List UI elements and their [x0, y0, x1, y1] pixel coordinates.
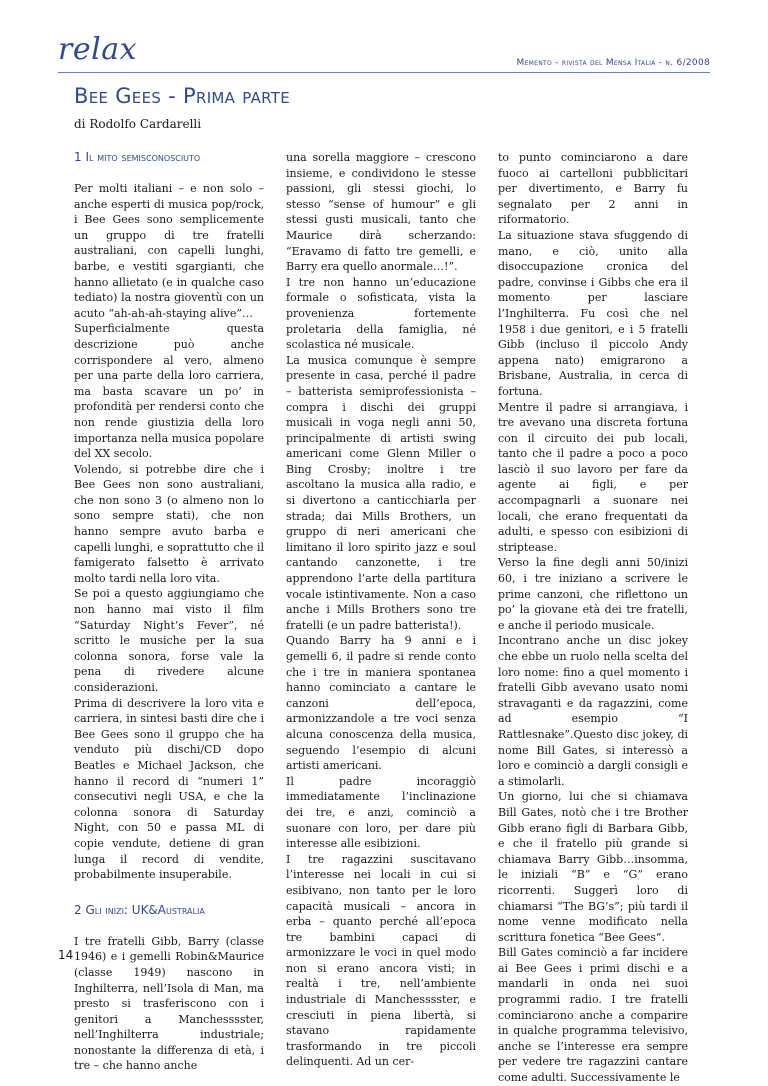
article-author: di Rodolfo Cardarelli [74, 117, 202, 131]
paragraph: I tre non hanno un’educazione formale o sofisticata, vista la provenienza fortemente proletaria della famiglia, né scolastica né musicale. [286, 275, 476, 352]
header-rule [58, 72, 710, 73]
paragraph: una sorella maggiore – crescono insieme, e condividono le stesse passioni, gli stessi giochi, lo stesso “sense of humour” e gli stessi gusti musicali, tanto che Maurice dirà scherzando: “Eravamo di fatto tre gemelli, e Barry era quello anormale…!”. [286, 151, 476, 274]
section-heading: 2 Gli inizi: UK&Australia [74, 902, 205, 917]
paragraph: Incontrano anche un disc jokey che ebbe un ruolo nella scelta del loro nome: fino a quel momento i fratelli Gibb avevano usato nomi stravaganti e da ragazzini, come ad esempio “I Rattlesnake”.Questo disc jokey, di nome Bill Gates, si interessò a loro e cominciò a dargli consigli e a stimolarli. [498, 634, 688, 788]
paragraph: Prima di descrivere la loro vita e carriera, in sintesi basti dire che i Bee Gees sono il gruppo che ha venduto più dischi/CD dopo Beatles e Michael Jackson, che hanno il record di “numeri 1” consecutivi negli USA, e che la colonna sonora di Saturday Night, con 50 e passa ML di copie vendute, detiene di gran lunga il record di vendite, probabilmente insuperabile. [74, 696, 264, 882]
column-2 [286, 150, 476, 1070]
paragraph: I tre fratelli Gibb, Barry (classe 1946) e i gemelli Robin&Maurice (classe 1949) nascono in Inghilterra, nell’Isola di Man, ma presto si trasferiscono con i genitori a Manchesssster, nell’Inghilterra industriale; nonostante la differenza di età, i tre – che hanno anche [74, 934, 264, 1073]
section-heading: 1 Il mito semisconosciuto [74, 150, 201, 164]
paragraph: Mentre il padre si arrangiava, i tre avevano una discreta fortuna con il circuito dei pub locali, tanto che il padre a poco a poco lasciò il suo lavoro per fare da agente ai figli, e per accompagnarli a suonare nei locali, che erano frequentati da adulti, e spesso con esibizioni di striptease. [498, 400, 688, 554]
paragraph: to punto cominciarono a dare fuoco ai cartelloni pubblicitari per divertimento, e Barry fu segnalato per 2 anni in riformatorio. [498, 151, 688, 227]
paragraph: Verso la fine degli anni 50/inizi 60, i tre iniziano a scrivere le prime canzoni, che riflettono un po’ la giovane età dei tre fratelli, e anche il periodo musicale. [498, 556, 688, 632]
masthead: Memento - rivista del Mensa Italia - n. 6/2008 [516, 58, 710, 68]
page-number: 14 [58, 948, 74, 962]
column-3 [498, 150, 688, 1086]
paragraph: Quando Barry ha 9 anni e i gemelli 6, il padre si rende conto che i tre in maniera spontanea hanno cominciato a cantare le canzoni dell’epoca, armonizzandole a tre voci senza alcuna conoscenza della musica, seguendo l’esempio di alcuni artisti americani. [286, 634, 476, 773]
column-1 [74, 150, 264, 1074]
paragraph: Superficialmente questa descrizione può anche corrispondere al vero, almeno per una parte della loro carriera, ma basta scavare un po’ in profondità per rendersi conto che non rende giustizia della loro importanza nella musica popolare del XX secolo. [74, 322, 264, 461]
paragraph: Se poi a questo aggiungiamo che non hanno mai visto il film “Saturday Night’s Fever”, né scritto le musiche per la sua colonna sonora, forse vale la pena di rivedere alcune considerazioni. [74, 587, 264, 694]
paragraph: Il padre incoraggiò immediatamente l’inclinazione dei tre, e anzi, cominciò a suonare con loro, per dare più interesse alle esibizioni. [286, 774, 476, 851]
paragraph: Un giorno, lui che si chiamava Bill Gates, notò che i tre Brother Gibb erano figli di Barbara Gibb, e che il fratello più grande si chiamava Barry Gibb…insomma, le iniziali “B” e “G” erano ricorrenti. Suggerì loro di chiamarsi “The BG’s”; più tardi il nome venne modificato nella scrittura fonetica “Bee Gees”. [498, 790, 688, 944]
paragraph: I tre ragazzini suscitavano l’interesse nei locali in cui si esibivano, non tanto per le loro capacità musicali – ancora in erba – quanto perché all’epoca tre bambini capaci di armonizzare le voci in quel modo non si erano ancora visti; in realtà i tre, nell’ambiente industriale di Manchesssster, e cresciuti in piena libertà, si stavano rapidamente trasformando in tre piccoli delinquenti. Ad un cer- [286, 852, 476, 1069]
paragraph: Per molti italiani – e non solo – anche esperti di musica pop/rock, i Bee Gees sono semplicemente un gruppo di tre fratelli australiani, con capelli lunghi, barbe, e vestiti sgargianti, che hanno allietato (e in qualche caso tediato) la nostra gioventù con un acuto “ah-ah-ah-staying alive”… [74, 182, 264, 320]
paragraph: Bill Gates cominciò a far incidere ai Bee Gees i primi dischi e a mandarli in onda nei suoi programmi radio. I tre fratelli cominciarono anche a comparire in qualche programma televisivo, anche se l’interesse era sempre per vedere tre ragazzini cantare come adulti. Successivamente le [498, 946, 688, 1085]
paragraph: La musica comunque è sempre presente in casa, perché il padre – batterista semiprofessionista – compra i dischi dei gruppi musicali in voga negli anni 50, principalmente di artisti swing americani come Glenn Miller o Bing Crosby; inoltre i tre ascoltano la musica alla radio, e si divertono a canticchiarla per strada; dai Mills Brothers, un gruppo di neri americani che limitano il loro spirito jazz e soul cantando canzonette, i tre apprendono l’arte della partitura vocale istintivamente. Non a caso anche i Mills Brothers sono tre fratelli (e un padre batterista!). [286, 353, 476, 632]
article-title: Bee Gees - Prima parte [74, 84, 291, 108]
brand-logo: relax [58, 32, 137, 67]
paragraph: Volendo, si potrebbe dire che i Bee Gees non sono australiani, che non sono 3 (o almeno non lo sono sempre stati), che non hanno sempre avuto barba e capelli lunghi, e soprattutto che il famigerato falsetto è arrivato molto tardi nella loro vita. [74, 462, 264, 585]
paragraph: La situazione stava sfuggendo di mano, e ciò, unito alla disoccupazione cronica del padre, convinse i Gibbs che era il momento per lasciare l’Inghilterra. Fu così che nel 1958 i due genitori, e i 5 fratelli Gibb (incluso il piccolo Andy appena nato) emigrarono a Brisbane, Australia, in cerca di fortuna. [498, 228, 688, 398]
